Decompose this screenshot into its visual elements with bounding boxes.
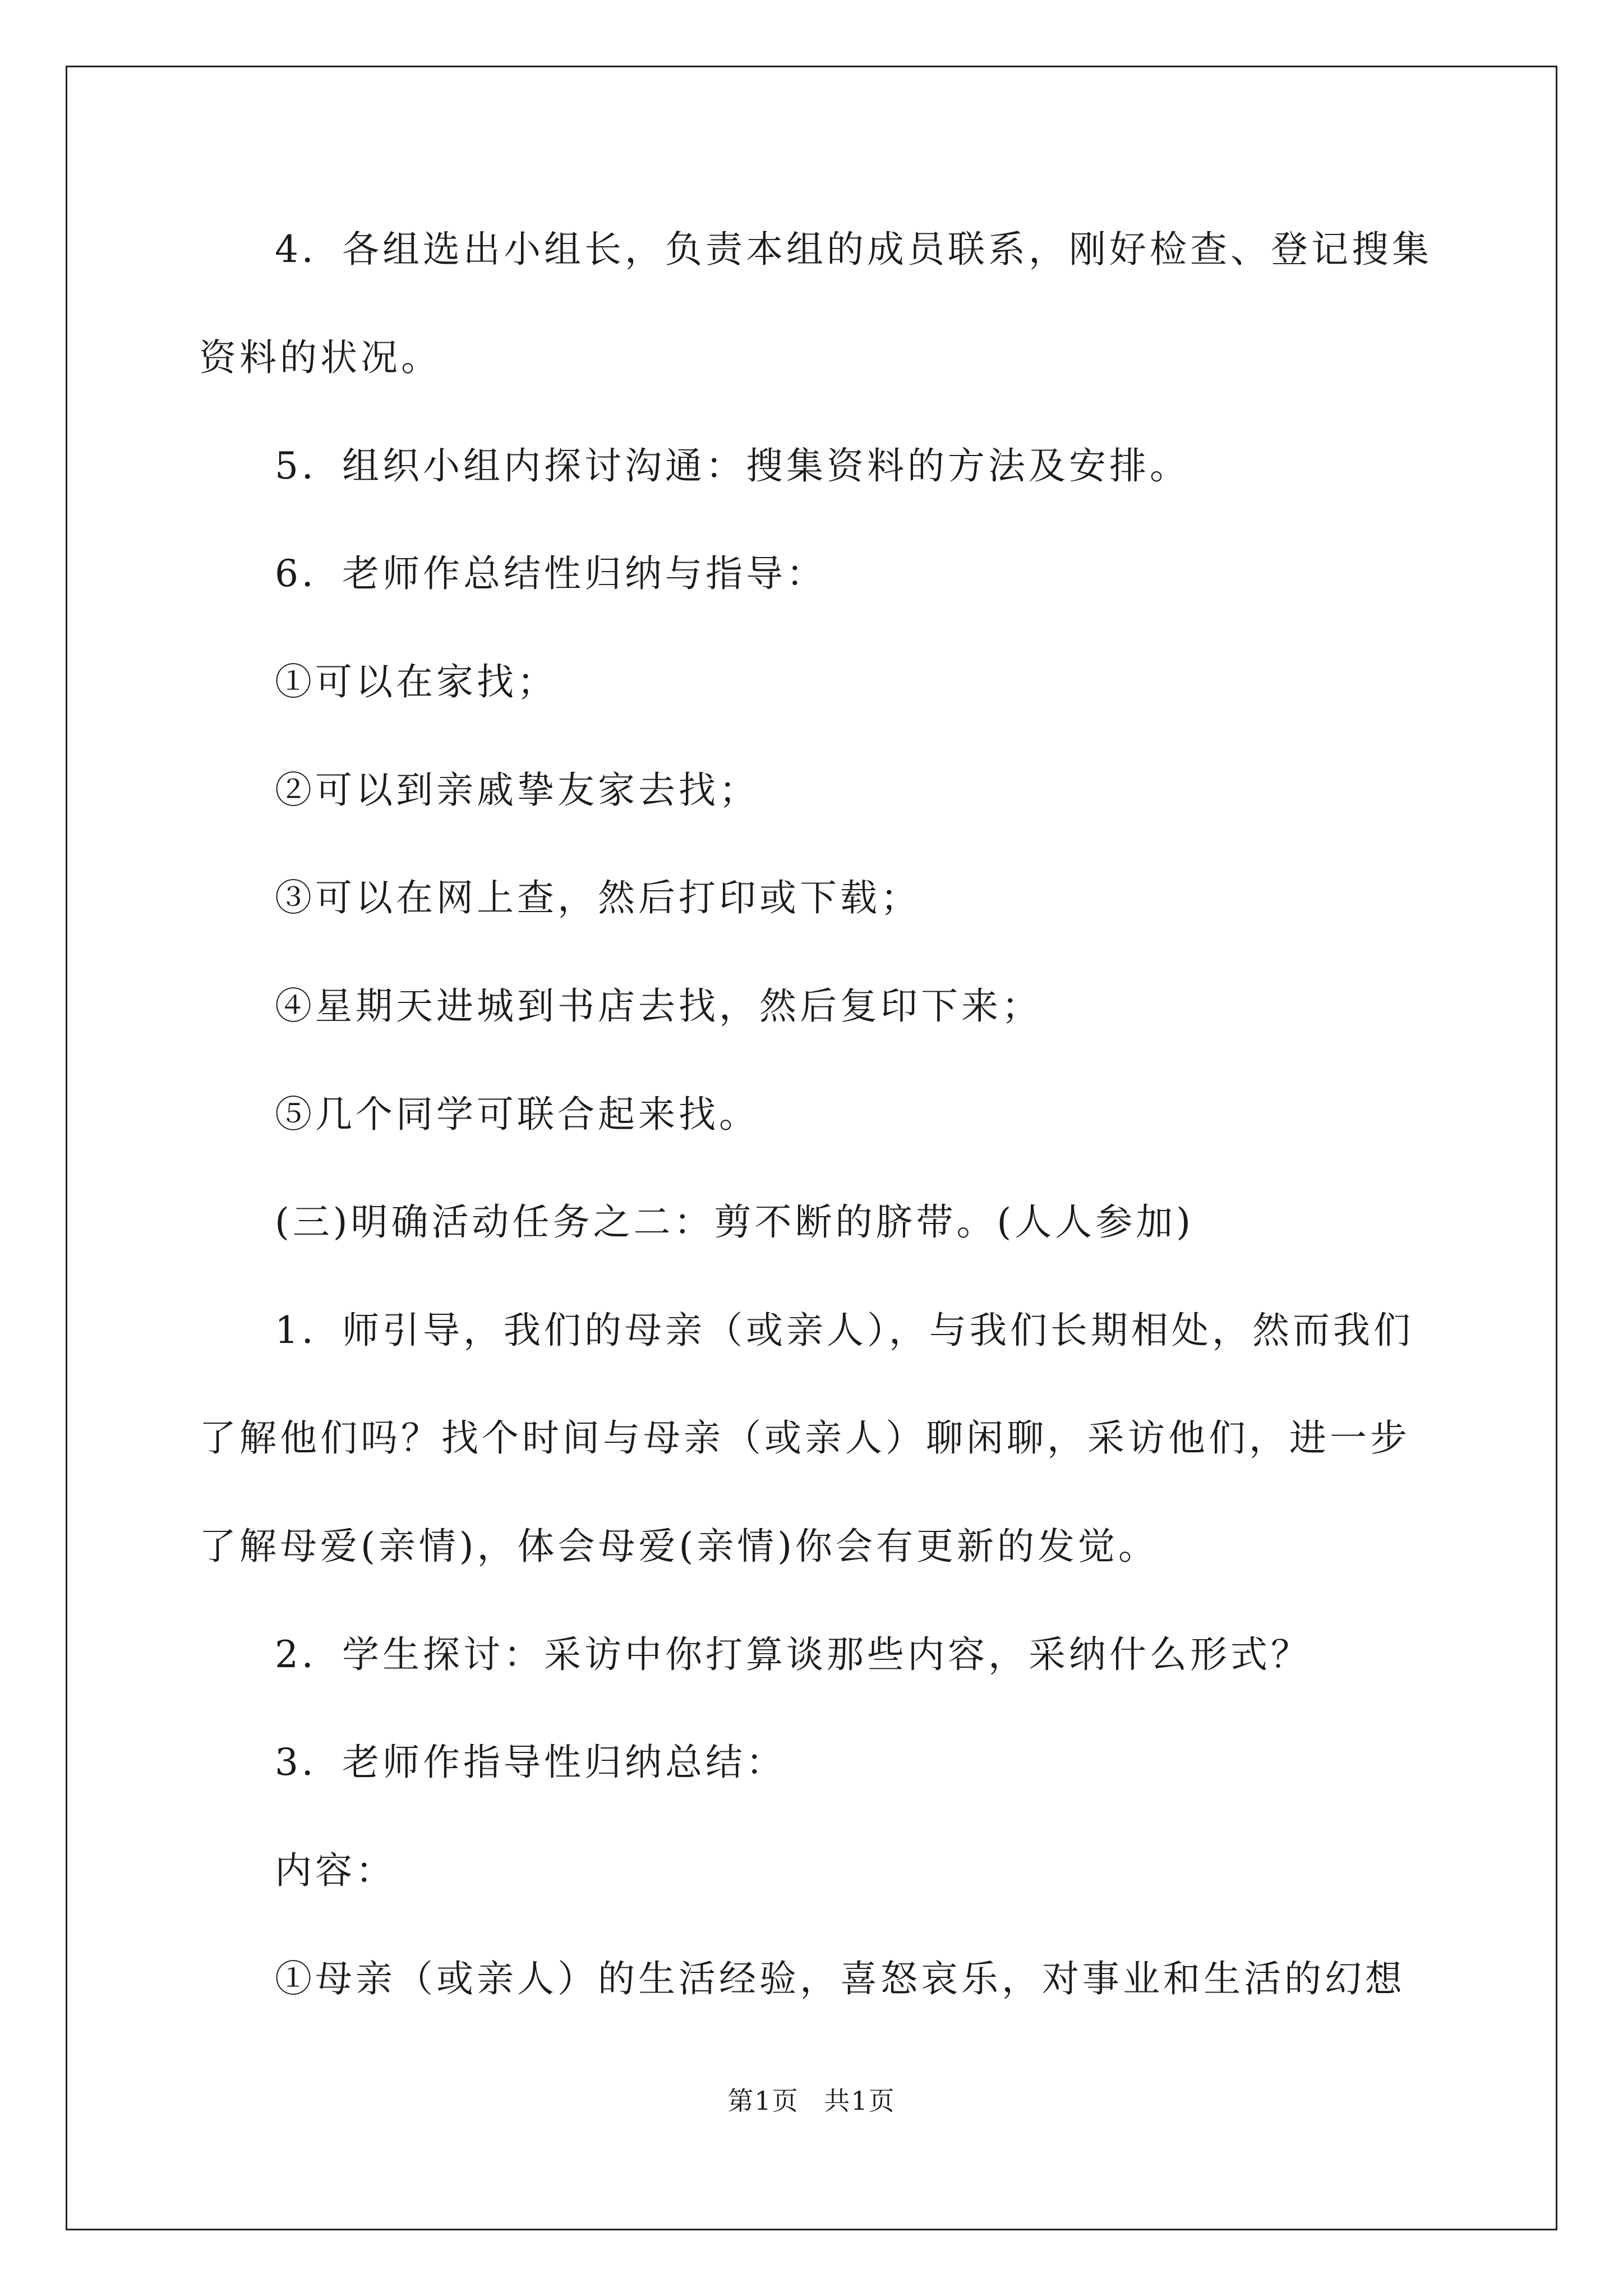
paragraph-line: 内容： <box>275 1849 396 1892</box>
paragraph-line: 资料的状况。 <box>199 336 441 379</box>
paragraph-line: 2．学生探讨：采访中你打算谈那些内容，采纳什么形式？ <box>275 1633 1311 1676</box>
paragraph-line: 1．师引导，我们的母亲（或亲人），与我们长期相处，然而我们 <box>275 1309 1414 1352</box>
paragraph-line: ②可以到亲戚挚友家去找； <box>275 769 759 812</box>
paragraph-line: ①可以在家找； <box>275 660 557 703</box>
paragraph-line: ③可以在网上查，然后打印或下载； <box>275 876 921 919</box>
paragraph-line: 5．组织小组内探讨沟通：搜集资料的方法及安排。 <box>275 444 1190 487</box>
paragraph-line: ④星期天进城到书店去找，然后复印下来； <box>275 984 1042 1028</box>
paragraph-line: 了解他们吗？找个时间与母亲（或亲人）聊闲聊，采访他们，进一步 <box>199 1416 1410 1460</box>
paragraph-line: 4．各组选出小组长，负责本组的成员联系，刚好检查、登记搜集 <box>275 228 1432 271</box>
page-border <box>66 66 1557 2230</box>
paragraph-line: ⑤几个同学可联合起来找。 <box>275 1093 759 1136</box>
section-heading: (三)明确活动任务之二：剪不断的脐带。(人人参加) <box>275 1200 1194 1244</box>
paragraph-line: ①母亲（或亲人）的生活经验，喜怒哀乐，对事业和生活的幻想 <box>275 1957 1405 2000</box>
page-total: 共1页 <box>824 2086 896 2116</box>
page-footer <box>0 2084 1623 2118</box>
page-number: 第1页 <box>727 2086 799 2116</box>
paragraph-line: 6．老师作总结性归纳与指导： <box>275 552 827 595</box>
paragraph-line: 了解母爱(亲情)，体会母爱(亲情)你会有更新的发觉。 <box>199 1525 1159 1568</box>
paragraph-line: 3．老师作指导性归纳总结： <box>275 1741 786 1784</box>
